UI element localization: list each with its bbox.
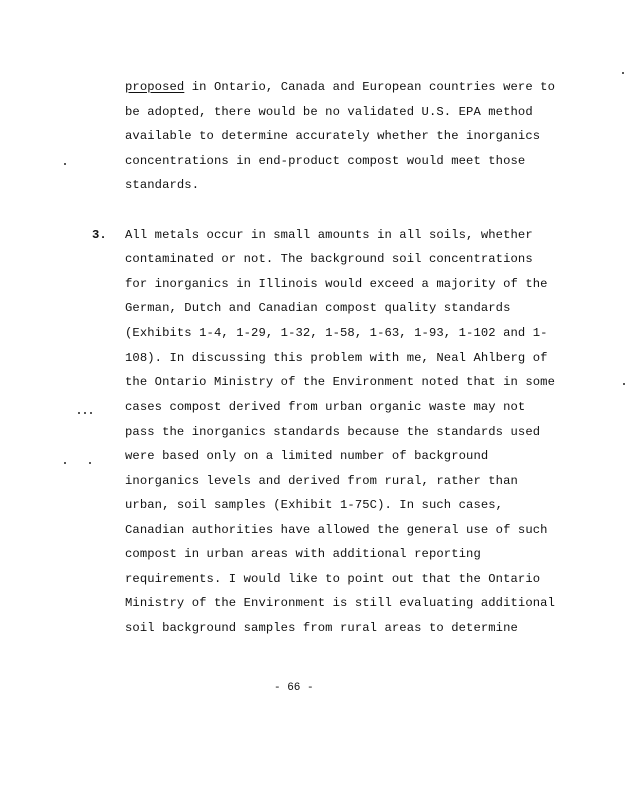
paragraph-2-line-13: Canadian authorities have allowed the general use of such [125, 523, 548, 537]
paragraph-2-line-9: pass the inorganics standards because the standards used [125, 425, 541, 439]
paragraph-2-line-5: (Exhibits 1-4, 1-29, 1-32, 1-58, 1-63, 1-93, 1-102 and 1- [125, 326, 548, 340]
paragraph-1-line-1-rest: in Ontario, Canada and European countries were to [184, 80, 555, 94]
paragraph-2-line-15: requirements. I would like to point out that the Ontario [125, 572, 541, 586]
paragraph-1-line-2: be adopted, there would be no validated U.S. EPA method [125, 105, 533, 119]
paragraph-1-line-1 [125, 81, 555, 93]
page-number: - 66 - [274, 682, 314, 694]
scan-speck [84, 412, 86, 414]
paragraph-2-line-8: cases compost derived from urban organic waste may not [125, 400, 526, 414]
scan-speck [89, 462, 91, 464]
paragraph-number: 3. [92, 228, 107, 242]
paragraph-2-line-16: Ministry of the Environment is still evaluating additional [125, 596, 555, 610]
scan-speck [78, 412, 80, 414]
scan-speck [623, 383, 625, 385]
scan-speck [90, 412, 92, 414]
paragraph-1-line-3: available to determine accurately whether the inorganics [125, 129, 541, 143]
paragraph-1-line-5: standards. [125, 178, 200, 192]
paragraph-2-line-14: compost in urban areas with additional reporting [125, 547, 481, 561]
paragraph-1-line-4: concentrations in end-product compost would meet those [125, 154, 526, 168]
scan-speck [622, 72, 624, 74]
paragraph-2-line-2: contaminated or not. The background soil concentrations [125, 252, 533, 266]
paragraph-2-line-1: All metals occur in small amounts in all soils, whether [125, 228, 533, 242]
underlined-word: proposed [125, 80, 185, 94]
scan-speck [64, 163, 66, 165]
paragraph-2-line-11: inorganics levels and derived from rural, rather than [125, 474, 518, 488]
paragraph-2-line-6: 108). In discussing this problem with me, Neal Ahlberg of [125, 351, 548, 365]
paragraph-2-line-3: for inorganics in Illinois would exceed a majority of the [125, 277, 548, 291]
paragraph-2-line-17: soil background samples from rural areas to determine [125, 621, 518, 635]
paragraph-2-line-10: were based only on a limited number of background [125, 449, 489, 463]
scan-speck [64, 462, 66, 464]
paragraph-2-line-4: German, Dutch and Canadian compost quality standards [125, 301, 511, 315]
paragraph-2-line-12: urban, soil samples (Exhibit 1-75C). In such cases, [125, 498, 504, 512]
paragraph-2-line-7: the Ontario Ministry of the Environment noted that in some [125, 375, 555, 389]
